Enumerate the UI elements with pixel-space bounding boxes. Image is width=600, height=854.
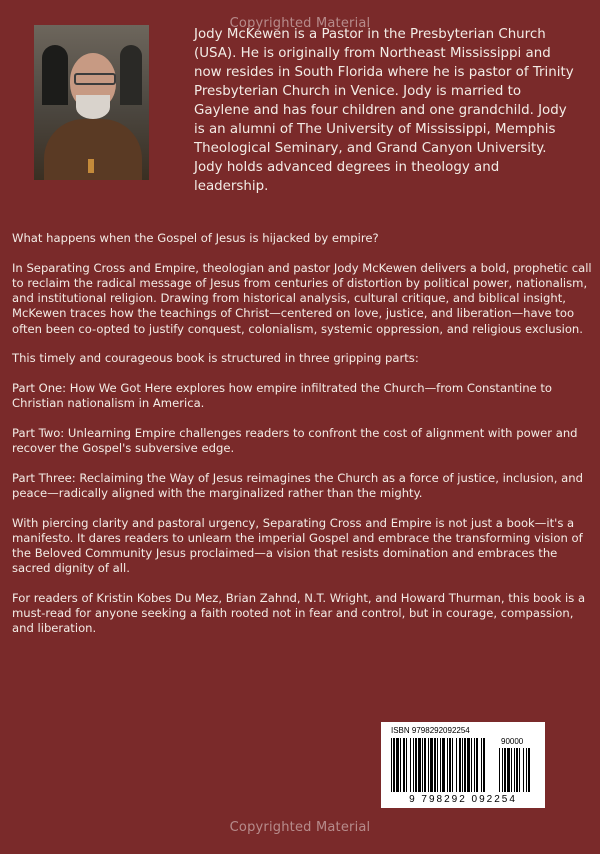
watermark-bottom: Copyrighted Material [229, 820, 371, 835]
manifesto-paragraph: With piercing clarity and pastoral urgency, Separating Cross and Empire is not just a book—it's a manifesto. It dares readers to unlearn the imperial Gospel and embrace the transforming vision of the Beloved Community Jesus proclaimed—a vision that resists domination and embraces the sacred dignity of all. [12, 515, 583, 576]
author-bio: Jody McKewen is a Pastor in the Presbyterian Church (USA). He is originally from Northeast Mississippi and now resides in South Florida where he is pastor of Trinity Presbyterian Church in Venice. Jody is married to Gaylene and has four children and one grandchild. Jody is an alumni of The University of Mississippi, Memphis Theological Seminary, and Grand Canyon University. Jody holds advanced degrees in theology and leadership. [194, 27, 574, 194]
structure-intro: This timely and courageous book is structured in three gripping parts: [12, 351, 419, 366]
description-paragraph: In Separating Cross and Empire, theologian and pastor Jody McKewen delivers a bold, prophetic call to reclaim the radical message of Jesus from centuries of distortion by political power, nationalism, and institutional religion. Drawing from historical analysis, cultural critique, and biblical insight, McKewen traces how the teachings of Christ—centered on love, justice, and liberation—have too often been co-opted to justify conquest, colonialism, systemic oppression, and religious exclusion. [12, 260, 592, 336]
watermark-top: Copyrighted Material [229, 16, 371, 31]
part-two: Part Two: Unlearning Empire challenges readers to confront the cost of alignment with power and recover the Gospel's subversive edge. [12, 425, 578, 456]
isbn-barcode [381, 722, 545, 808]
part-one: Part One: How We Got Here explores how empire infiltrated the Church—from Constantine to Christian nationalism in America. [12, 380, 552, 411]
part-three: Part Three: Reclaiming the Way of Jesus reimagines the Church as a force of justice, inclusion, and peace—radically aligned with the marginalized rather than the mighty. [12, 470, 583, 500]
isbn-label: ISBN 9798292092254 [391, 726, 470, 735]
author-photo [34, 25, 149, 180]
intro-question: What happens when the Gospel of Jesus is hijacked by empire? [12, 231, 379, 245]
book-description [12, 231, 592, 651]
readers-paragraph: For readers of Kristin Kobes Du Mez, Brian Zahnd, N.T. Wright, and Howard Thurman, this book is a must-read for anyone seeking a faith rooted not in fear and control, but in courage, compassion, and liberation. [12, 590, 586, 636]
price-code: 90000 [501, 737, 524, 746]
barcode-digits: 9 798292 092254 [409, 794, 517, 805]
